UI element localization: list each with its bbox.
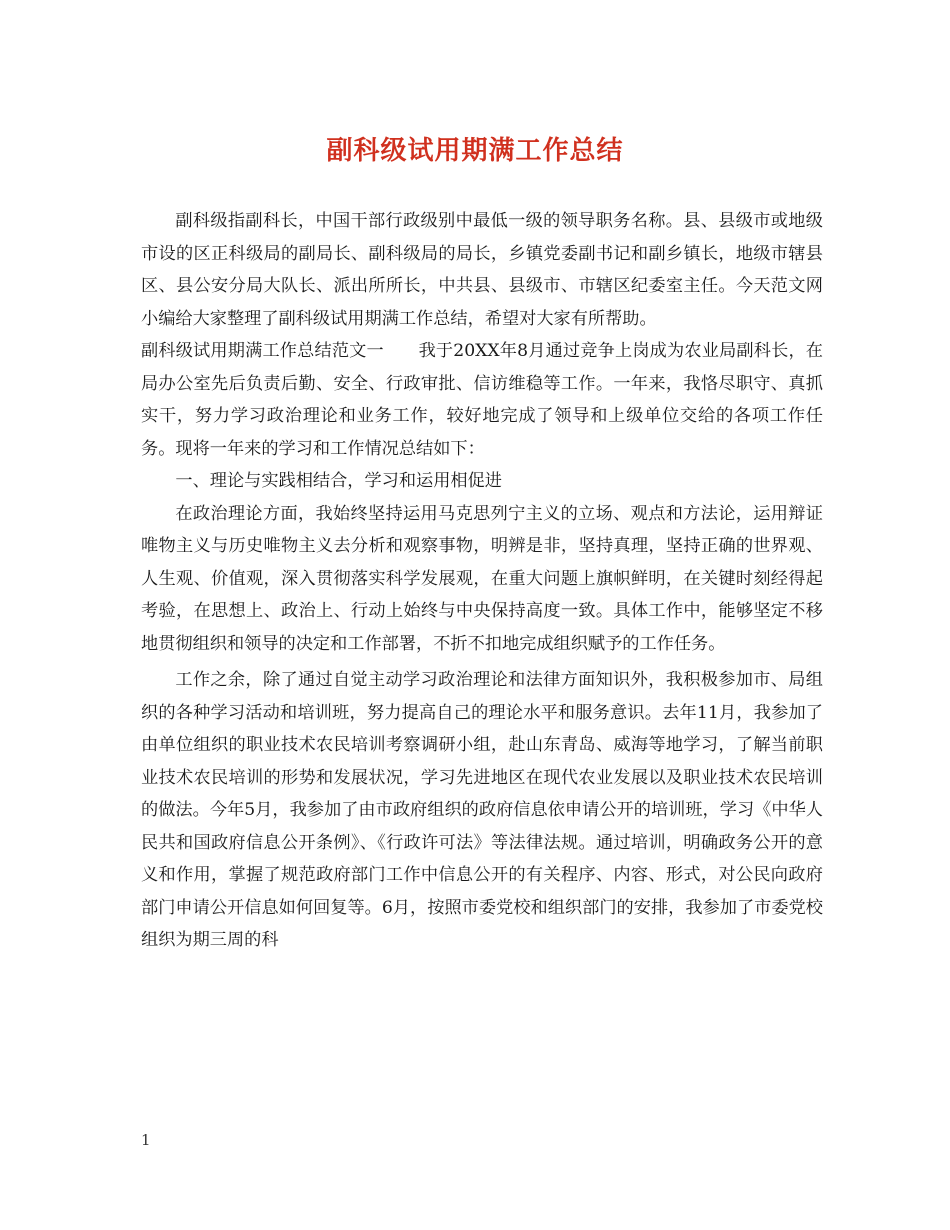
sample-one-paragraph: 副科级试用期满工作总结范文一 我于20XX年8月通过竞争上岗成为农业局副科长，在局办公室先后负责后勤、安全、行政审批、信访维稳等工作。一年来，我恪尽职守、真抓实干，努力学习政治理论和业务工作，较好地完成了领导和上级单位交给的各项工作任务。现将一年来的学习和工作情况总结如下：	[141, 341, 823, 459]
document-title: 副科级试用期满工作总结	[326, 136, 624, 166]
section-heading: 一、理论与实践相结合，学习和运用相促进	[175, 471, 502, 491]
theory-paragraph: 在政治理论方面，我始终坚持运用马克思列宁主义的立场、观点和方法论，运用辩证唯物主义与历史唯物主义去分析和观察事物，明辨是非，坚持真理，坚持正确的世界观、人生观、价值观，深入贯彻落实科学发展观，在重大问题上旗帜鲜明，在关键时刻经得起考验，在思想上、政治上、行动上始终与中央保持高度一致。具体工作中，能够坚定不移地贯彻组织和领导的决定和工作部署，不折不扣地完成组织赋予的工作任务。	[141, 503, 823, 654]
page-number: 1	[141, 1131, 151, 1149]
study-paragraph: 工作之余，除了通过自觉主动学习政治理论和法律方面知识外，我积极参加市、局组织的各种学习活动和培训班，努力提高自己的理论水平和服务意识。去年11月，我参加了由单位组织的职业技术农民培训考察调研小组，赴山东青岛、威海等地学习，了解当前职业技术农民培训的形势和发展状况，学习先进地区在现代农业发展以及职业技术农民培训的做法。今年5月，我参加了由市政府组织的政府信息依申请公开的培训班，学习《中华人民共和国政府信息公开条例》、《行政许可法》等法律法规。通过培训，明确政务公开的意义和作用，掌握了规范政府部门工作中信息公开的有关程序、内容、形式，对公民向政府部门申请公开信息如何回复等。6月，按照市委党校和组织部门的安排，我参加了市委党校组织为期三周的科	[141, 670, 823, 950]
document-body	[141, 205, 823, 957]
intro-paragraph: 副科级指副科长，中国干部行政级别中最低一级的领导职务名称。县、县级市或地级市设的区正科级局的副局长、副科级局的局长，乡镇党委副书记和副乡镇长，地级市辖县区、县公安分局大队长、派出所所长，中共县、县级市、市辖区纪委室主任。今天范文网小编给大家整理了副科级试用期满工作总结，希望对大家有所帮助。	[141, 211, 823, 329]
